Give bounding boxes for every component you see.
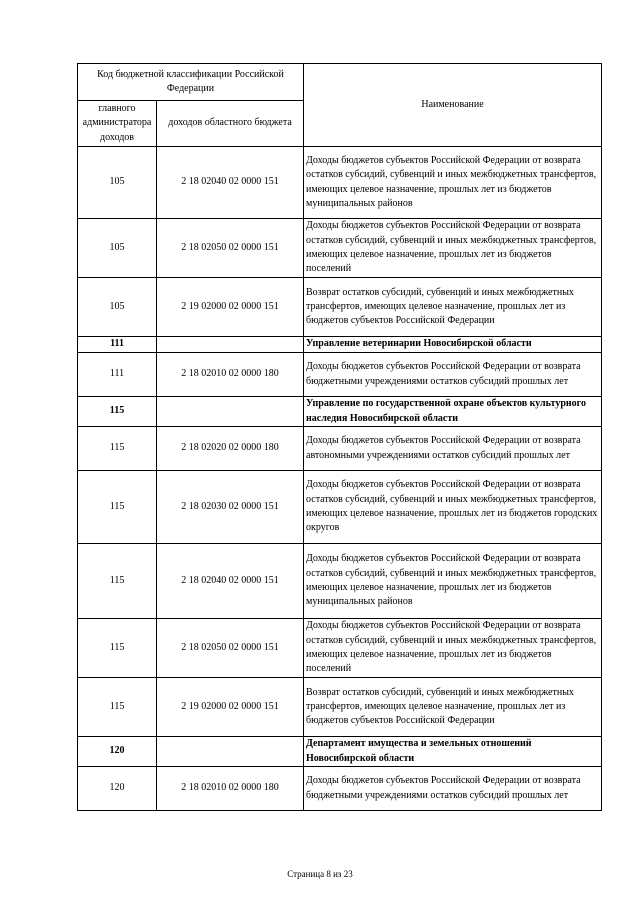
income-code-cell: 2 18 02040 02 0000 151 <box>157 147 304 219</box>
table-row <box>78 767 602 811</box>
table-body <box>78 147 602 811</box>
admin-code-cell: 111 <box>78 353 157 397</box>
description-cell: Доходы бюджетов субъектов Российской Федерации от возврата остатков субсидий, субвенций и иных межбюджетных трансфертов, имеющих целевое назначение, прошлых лет из бюджетов поселений <box>304 219 602 278</box>
table-row <box>78 337 602 353</box>
table-row <box>78 147 602 219</box>
description-cell: Доходы бюджетов субъектов Российской Федерации от возврата бюджетными учреждениями остатков субсидий прошлых лет <box>304 767 602 811</box>
income-code-cell: 2 18 02050 02 0000 151 <box>157 219 304 278</box>
admin-code-cell: 120 <box>78 737 157 767</box>
table-row <box>78 737 602 767</box>
admin-code-cell: 105 <box>78 147 157 219</box>
income-code-cell: 2 19 02000 02 0000 151 <box>157 678 304 737</box>
description-cell: Доходы бюджетов субъектов Российской Федерации от возврата остатков субсидий, субвенций и иных межбюджетных трансфертов, имеющих целевое назначение, прошлых лет из бюджетов муниципальных районов <box>304 147 602 219</box>
page-number: Страница 8 из 23 <box>287 869 353 879</box>
description-cell: Управление по государственной охране объектов культурного наследия Новосибирской области <box>304 397 602 427</box>
table-row <box>78 397 602 427</box>
income-code-cell <box>157 737 304 767</box>
budget-classification-table <box>77 63 602 811</box>
description-cell: Доходы бюджетов субъектов Российской Федерации от возврата бюджетными учреждениями остатков субсидий прошлых лет <box>304 353 602 397</box>
admin-code-cell: 120 <box>78 767 157 811</box>
income-code-cell: 2 19 02000 02 0000 151 <box>157 278 304 337</box>
table-row <box>78 471 602 544</box>
header-admin-code: главного администратора доходов <box>78 101 157 147</box>
description-cell: Доходы бюджетов субъектов Российской Федерации от возврата остатков субсидий, субвенций и иных межбюджетных трансфертов, имеющих целевое назначение, прошлых лет из бюджетов муниципальных районов <box>304 544 602 619</box>
income-code-cell: 2 18 02020 02 0000 180 <box>157 427 304 471</box>
income-code-cell <box>157 337 304 353</box>
income-code-cell: 2 18 02040 02 0000 151 <box>157 544 304 619</box>
income-code-cell: 2 18 02030 02 0000 151 <box>157 471 304 544</box>
header-name: Наименование <box>304 64 602 147</box>
admin-code-cell: 115 <box>78 427 157 471</box>
admin-code-cell: 105 <box>78 278 157 337</box>
table-row <box>78 219 602 278</box>
description-cell: Возврат остатков субсидий, субвенций и иных межбюджетных трансфертов, имеющих целевое назначение, прошлых лет из бюджетов субъектов Российской Федерации <box>304 278 602 337</box>
description-cell: Возврат остатков субсидий, субвенций и иных межбюджетных трансфертов, имеющих целевое назначение, прошлых лет из бюджетов субъектов Российской Федерации <box>304 678 602 737</box>
description-cell: Департамент имущества и земельных отношений Новосибирской области <box>304 737 602 767</box>
admin-code-cell: 111 <box>78 337 157 353</box>
income-code-cell <box>157 397 304 427</box>
description-cell: Доходы бюджетов субъектов Российской Федерации от возврата остатков субсидий, субвенций и иных межбюджетных трансфертов, имеющих целевое назначение, прошлых лет из бюджетов городских округов <box>304 471 602 544</box>
description-cell: Доходы бюджетов субъектов Российской Федерации от возврата остатков субсидий, субвенций и иных межбюджетных трансфертов, имеющих целевое назначение, прошлых лет из бюджетов поселений <box>304 619 602 678</box>
income-code-cell: 2 18 02010 02 0000 180 <box>157 353 304 397</box>
header-code-group: Код бюджетной классификации Российской Федерации <box>78 64 304 101</box>
admin-code-cell: 115 <box>78 471 157 544</box>
admin-code-cell: 105 <box>78 219 157 278</box>
admin-code-cell: 115 <box>78 678 157 737</box>
table-row <box>78 278 602 337</box>
table-row <box>78 353 602 397</box>
description-cell: Доходы бюджетов субъектов Российской Федерации от возврата автономными учреждениями остатков субсидий прошлых лет <box>304 427 602 471</box>
table-row <box>78 619 602 678</box>
admin-code-cell: 115 <box>78 544 157 619</box>
table-row <box>78 427 602 471</box>
admin-code-cell: 115 <box>78 397 157 427</box>
income-code-cell: 2 18 02050 02 0000 151 <box>157 619 304 678</box>
description-cell: Управление ветеринарии Новосибирской области <box>304 337 602 353</box>
table-row <box>78 678 602 737</box>
income-code-cell: 2 18 02010 02 0000 180 <box>157 767 304 811</box>
table-row <box>78 544 602 619</box>
header-income-code: доходов областного бюджета <box>157 101 304 147</box>
admin-code-cell: 115 <box>78 619 157 678</box>
